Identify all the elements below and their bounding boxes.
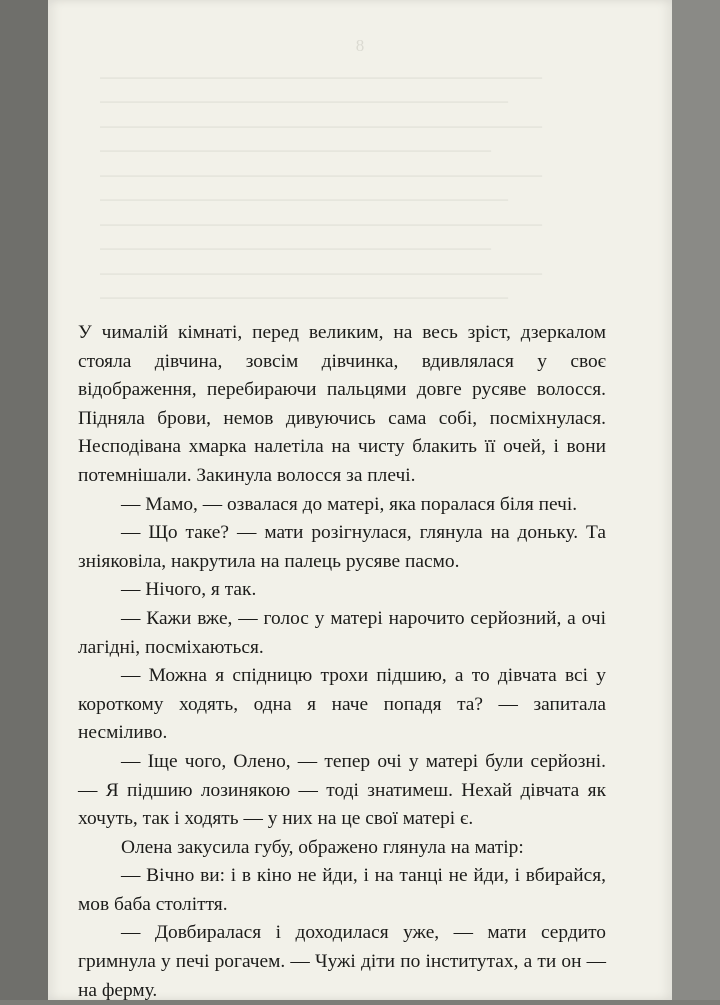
scan-background-right xyxy=(672,0,720,1000)
bleed-line: ———————————————————————— xyxy=(100,189,508,208)
bleed-line: —————————————————————————— xyxy=(100,164,542,184)
bleed-line: —————————————————————————— xyxy=(100,213,542,233)
paragraph: — Іще чого, Олено, — тепер очі у матері були серйозні. — Я підшию лозинякою — тоді знатимеш. Нехай дівчата як хочуть, так і ходять — у них на це свої матері є. xyxy=(78,750,606,830)
bleed-line: —————————————————————————— xyxy=(100,66,542,86)
body-text xyxy=(78,319,606,1005)
paragraph: — Мамо, — озвалася до матері, яка поралася біля печі. xyxy=(121,493,578,515)
bleed-line: ——————————————————————— xyxy=(100,140,491,159)
bleed-line: —————————————————————————— xyxy=(100,115,542,135)
paragraph: Олена закусила губу, ображено глянула на матір: xyxy=(121,836,524,858)
paragraph: — Кажи вже, — голос у матері нарочито серйозний, а очі лагідні, посміхаються. xyxy=(78,607,606,658)
bleed-page-number: 8 xyxy=(355,36,365,55)
paragraph: — Довбиралася і доходилася уже, — мати сердито гримнула у печі рогачем. — Чужі діти по інститутах, а ти он — на ферму. xyxy=(78,922,606,1001)
bleed-through-text xyxy=(100,34,620,310)
bleed-line: ———————————————————————— xyxy=(100,91,508,110)
bleed-line: ——————————————————————— xyxy=(100,238,491,257)
paragraph: — Можна я спідницю трохи підшию, а то дівчата всі у короткому ходять, одна я наче попадя та? — запитала несміливо. xyxy=(78,665,606,744)
paragraph: У чималій кімнаті, перед великим, на весь зріст, дзеркалом стояла дівчина, зовсім дівчинка, вдивлялася у своє відображення, перебираючи пальцями довге русяве волосся. Підняла брови, немов дивуючись сама собі, посміхнулася. Несподівана хмарка налетіла на чисту блакить її очей, і вони потемнішали. Закинула волосся за плечі. xyxy=(78,322,606,486)
bleed-line: ———————————————————————— xyxy=(100,287,508,306)
paragraph: — Вічно ви: і в кіно не йди, і на танці не йди, і вбирайся, мов баба століття. xyxy=(78,865,606,915)
bleed-line: —————————————————————————— xyxy=(100,262,542,282)
paragraph: — Нічого, я так. xyxy=(121,579,257,601)
paragraph: — Що таке? — мати розігнулася, глянула на доньку. Та зніяковіла, накрутила на палець русяве пасмо. xyxy=(78,522,606,572)
scan-background-left xyxy=(0,0,48,1000)
